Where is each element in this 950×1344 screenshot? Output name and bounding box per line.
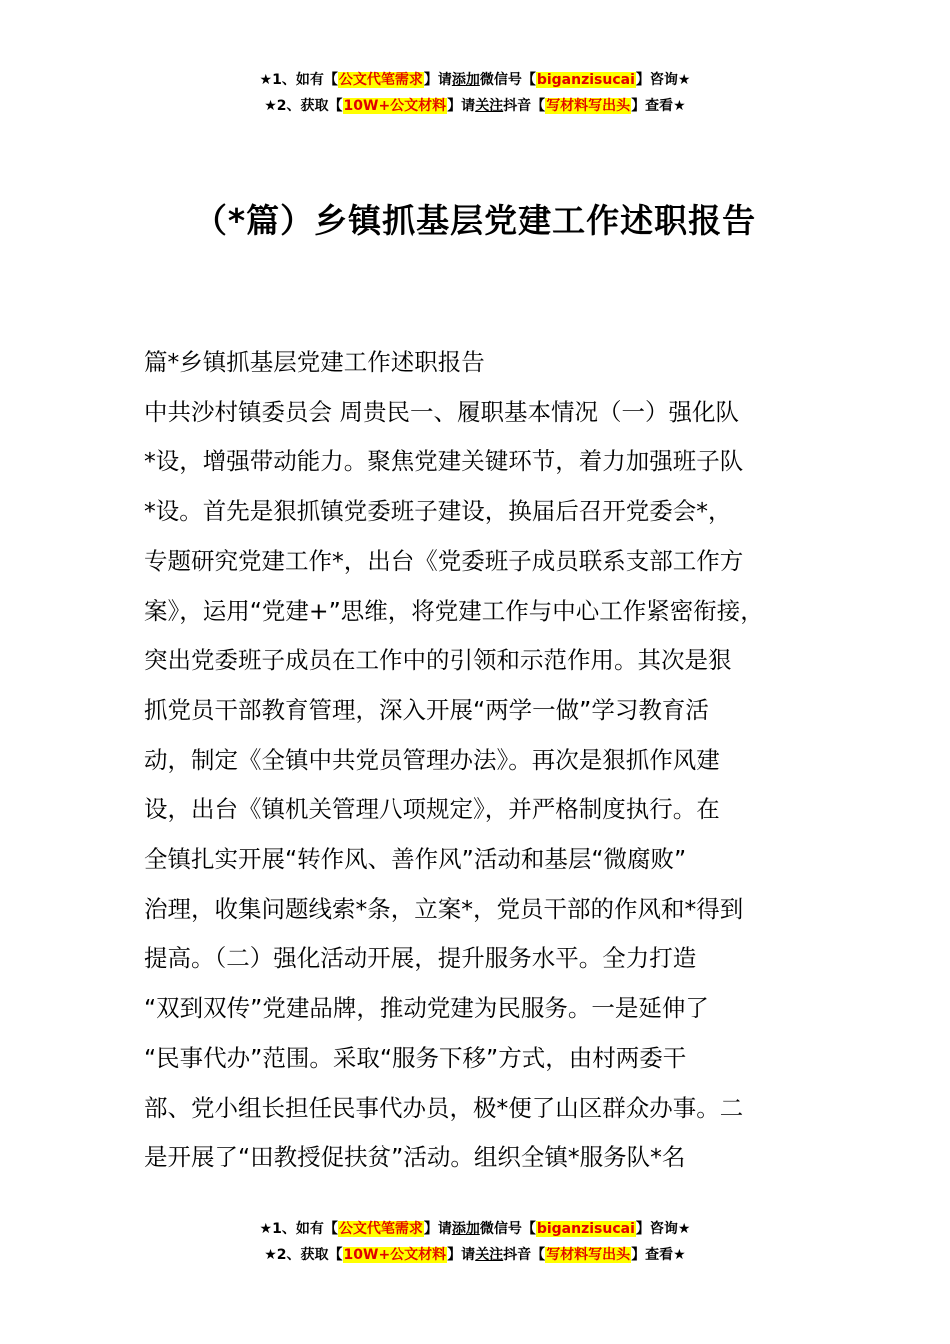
banner-underlined-text: 添加	[451, 1221, 480, 1237]
banner-text: 】请	[423, 72, 452, 88]
document-body	[144, 338, 834, 1183]
banner-text: 】查看★	[631, 1247, 686, 1263]
header-banner-line-1	[0, 67, 950, 93]
footer-banner-line-2	[0, 1242, 950, 1268]
body-line: “民事代办”范围。采取“服务下移”方式，由村两委干	[144, 1043, 687, 1072]
banner-text: ★2、获取【	[264, 98, 343, 114]
banner-text: 抖音【	[503, 98, 546, 114]
banner-text: 】请	[423, 1221, 452, 1237]
body-line: 动，制定《全镇中共党员管理办法》。再次是狠抓作风建	[144, 745, 720, 774]
body-line: 抓党员干部教育管理，深入开展“两学一做”学习教育活	[144, 695, 709, 724]
banner-text: ★2、获取【	[264, 1247, 343, 1263]
banner-underlined-text: 添加	[451, 72, 480, 88]
banner-text: ★1、如有【	[259, 72, 338, 88]
banner-highlight-wechat-id: biganzisucai	[536, 72, 635, 88]
banner-highlight: 公文代笔需求	[338, 72, 423, 88]
body-line: 是开展了“田教授促扶贫”活动。组织全镇*服务队*名	[144, 1143, 686, 1172]
banner-underlined-text: 关注	[475, 1247, 504, 1263]
body-line: 设，出台《镇机关管理八项规定》，并严格制度执行。在	[144, 795, 720, 824]
document-title: （*篇）乡镇抓基层党建工作述职报告	[193, 201, 757, 240]
banner-highlight: 10W+公文材料	[343, 1247, 447, 1263]
banner-text: 微信号【	[479, 72, 536, 88]
body-line: 提高。（二）强化活动开展，提升服务水平。全力打造	[144, 944, 697, 973]
body-line: “双到双传”党建品牌，推动党建为民服务。一是延伸了	[144, 994, 709, 1023]
body-line: 突出党委班子成员在工作中的引领和示范作用。其次是狠	[144, 646, 732, 675]
footer-banner-line-1	[0, 1216, 950, 1242]
banner-text: 抖音【	[503, 1247, 546, 1263]
banner-highlight-douyin-id: 写材料写出头	[546, 1247, 631, 1263]
banner-highlight-douyin-id: 写材料写出头	[546, 98, 631, 114]
banner-text: 】请	[447, 1247, 476, 1263]
body-line: 专题研究党建工作*，出台《党委班子成员联系支部工作方	[144, 546, 744, 575]
body-line: *设。首先是狠抓镇党委班子建设，换届后召开党委会*，	[144, 497, 732, 526]
banner-underlined-text: 关注	[475, 98, 504, 114]
banner-text: 】请	[447, 98, 476, 114]
body-line: 中共沙村镇委员会 周贵民一、履职基本情况（一）强化队	[144, 397, 739, 426]
banner-text: 】咨询★	[635, 72, 691, 88]
body-line: 部、党小组长担任民事代办员，极*便了山区群众办事。二	[144, 1093, 744, 1122]
banner-text: 】咨询★	[635, 1221, 691, 1237]
footer-banner	[0, 1216, 950, 1268]
body-line: 案》，运用“党建+”思维，将党建工作与中心工作紧密衔接，	[144, 596, 764, 625]
banner-highlight-wechat-id: biganzisucai	[536, 1221, 635, 1237]
banner-highlight: 公文代笔需求	[338, 1221, 423, 1237]
banner-text: ★1、如有【	[259, 1221, 338, 1237]
banner-text: 微信号【	[479, 1221, 536, 1237]
body-line: 治理，收集问题线索*条，立案*，党员干部的作风和*得到	[144, 894, 744, 923]
banner-text: 】查看★	[631, 98, 686, 114]
header-banner	[0, 67, 950, 119]
body-line: 篇*乡镇抓基层党建工作述职报告	[144, 348, 485, 376]
banner-highlight: 10W+公文材料	[343, 98, 447, 114]
body-line: *设，增强带动能力。聚焦党建关键环节，着力加强班子队	[144, 447, 744, 476]
header-banner-line-2	[0, 93, 950, 119]
body-line: 全镇扎实开展“转作风、善作风”活动和基层“微腐败”	[144, 845, 687, 874]
